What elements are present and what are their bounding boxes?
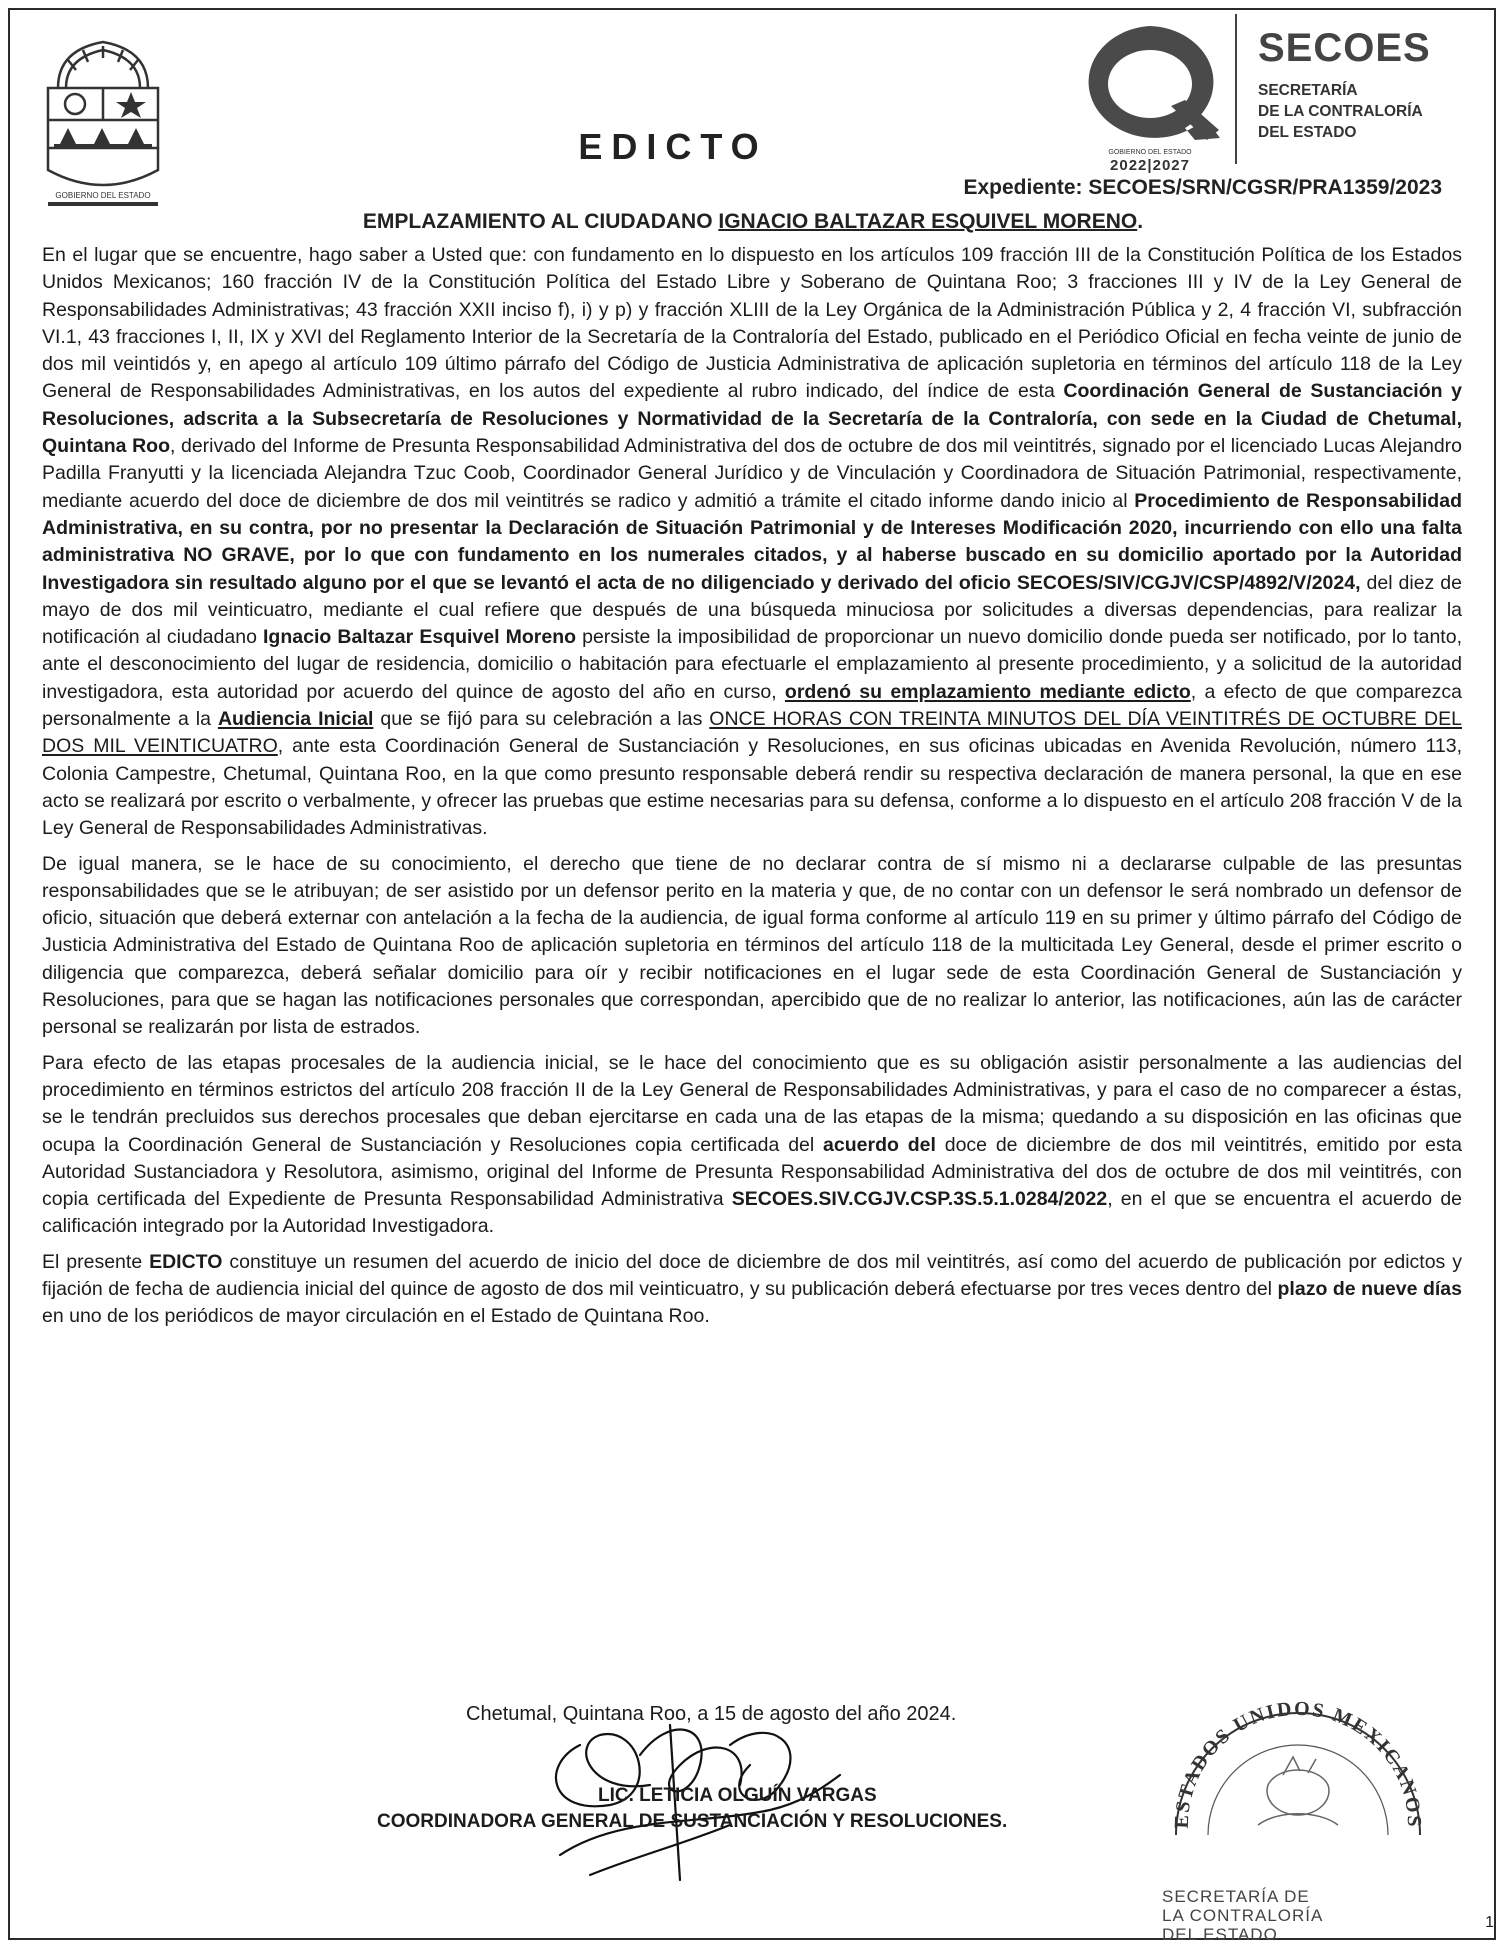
p3-text: doce de diciembre de dos mil veintitrés, emitido por esta Autoridad Sustanciadora y Resolutora, asimismo, original del Informe de Presunta Responsabilidad Administrativa del dos de octubre de dos mil veintitrés, con copia certificada del Expediente de Presunta Responsabilidad Administrativa bbox=[42, 1133, 1463, 1211]
signer-name: LIC. LETICIA OLGUÍN VARGAS bbox=[598, 1785, 877, 1806]
q-logo-caption: GOBIERNO DEL ESTADO bbox=[1108, 149, 1192, 156]
p4-text: en uno de los periódicos de mayor circulación en el Estado de Quintana Roo. bbox=[42, 1305, 710, 1328]
p4-text: El presente bbox=[42, 1250, 150, 1273]
p1-bold: Ignacio Baltazar Esquivel Moreno bbox=[263, 626, 577, 649]
document-body bbox=[42, 242, 1462, 1331]
p1-text: del diez de mayo de dos mil veinticuatro, mediante el cual refiere que después de una búsqueda minuciosa por solicitudes a diversas dependencias, para realizar la notificación al ciudadano bbox=[42, 571, 1462, 649]
secoes-sub-line-3: DEL ESTADO bbox=[1258, 124, 1357, 141]
place-date: Chetumal, Quintana Roo, a 15 de agosto del año 2024. bbox=[466, 1703, 957, 1725]
p1-text: , derivado del Informe de Presunta Responsabilidad Administrativa del dos de octubre de dos mil veintitrés, signado por el licenciado Lucas Alejandro Padilla Franyutti y la licenciada Alejandra Tzuc Coob, Coordinador General Jurídico y de Vinculación y Coordinadora de Situación Patrimonial, respectivamente, mediante acuerdo del doce de diciembre de dos mil veintitrés se radico y admitió a trámite el citado informe dando inicio al bbox=[42, 435, 1462, 512]
seal-note bbox=[1162, 1887, 1323, 1944]
paragraph-4 bbox=[42, 1249, 1462, 1331]
citizen-name: IGNACIO BALTAZAR ESQUIVEL MORENO bbox=[718, 210, 1138, 233]
secoes-name: SECOES bbox=[1258, 26, 1431, 70]
q-logo-years: 2022|2027 bbox=[1110, 157, 1190, 174]
document-title: EDICTO bbox=[578, 126, 768, 167]
state-shield-logo bbox=[38, 20, 168, 210]
p3-text: , en el que se encuentra el acuerdo de calificación integrado por la Autoridad Investigadora. bbox=[42, 1188, 1463, 1238]
p1-text: que se fijó para su celebración a las bbox=[373, 708, 710, 731]
p4-bold: plazo de nueve días bbox=[1277, 1277, 1462, 1300]
shield-label: GOBIERNO DEL ESTADO bbox=[55, 191, 151, 200]
seal-note-line-1: SECRETARÍA DE bbox=[1162, 1887, 1310, 1906]
p1-text: , a efecto de que comparezca personalmente a la bbox=[42, 680, 1462, 731]
emplazamiento-suffix: . bbox=[1137, 210, 1144, 233]
p4-text: constituye un resumen del acuerdo de inicio del doce de diciembre de dos mil veintitrés, así como del acuerdo de publicación por edictos y fijación de fecha de audiencia inicial del quince de agosto de dos mil veinticuatro, y su publicación deberá efectuarse por tres veces dentro del bbox=[42, 1250, 1462, 1300]
emplazamiento-heading bbox=[0, 210, 1506, 234]
p1-text: , ante esta Coordinación General de Sustanciación y Resoluciones, en sus oficinas ubicadas en Avenida Revolución, número 113, Colonia Campestre, Chetumal, Quintana Roo, en la que como presunto responsable deberá rendir su respectiva declaración de manera personal, la que en ese acto se realizará por escrito o verbalmente, y ofrecer las pruebas que estime necesarias para su defensa, conforme a lo dispuesto en el artículo 208 fracción V de la Ley General de Responsabilidades Administrativas. bbox=[42, 735, 1462, 840]
expediente-number: Expediente: SECOES/SRN/CGSR/PRA1359/2023 bbox=[963, 176, 1442, 199]
svg-text:ESTADOS UNIDOS MEXICANOS bbox=[1171, 1698, 1425, 1829]
secoes-sub-line-2: DE LA CONTRALORÍA bbox=[1258, 103, 1423, 120]
p4-bold: EDICTO bbox=[149, 1250, 223, 1273]
p1-bold-underline: Audiencia Inicial bbox=[217, 708, 374, 731]
p1-bold-underline: ordenó su emplazamiento mediante edicto bbox=[784, 680, 1191, 703]
p3-text: Para efecto de las etapas procesales de la audiencia inicial, se le hace del conocimiento que es su obligación asistir personalmente a las audiencias del procedimiento en términos estrictos del artículo 208 fracción II de la Ley General de Responsabilidades Administrativas, y para el caso de no comparecer a éstas, se le tendrán precluidos sus derechos procesales que deban ejercitarse en cada una de las etapas de la misma; quedando a su disposición en las oficinas que ocupa la Coordinación General de Sustanciación y Resoluciones copia certificada del bbox=[42, 1051, 1462, 1156]
official-seal bbox=[1158, 1675, 1438, 1875]
p1-underline: ONCE HORAS CON TREINTA MINUTOS DEL DÍA VEINTITRÉS DE OCTUBRE DEL DOS MIL VEINTICUATRO bbox=[42, 708, 1462, 758]
seal-ring-text: ESTADOS UNIDOS MEXICANOS bbox=[1170, 1697, 1426, 1829]
p3-bold: acuerdo del bbox=[823, 1133, 936, 1156]
secoes-sub-line-1: SECRETARÍA bbox=[1258, 82, 1358, 99]
seal-note-line-3: DEL ESTADO bbox=[1162, 1925, 1278, 1944]
p3-bold: SECOES.SIV.CGJV.CSP.3S.5.1.0284/2022 bbox=[731, 1188, 1108, 1211]
signer-role: COORDINADORA GENERAL DE SUSTANCIACIÓN Y RESOLUCIONES. bbox=[377, 1811, 1008, 1832]
p1-bold: Procedimiento de Responsabilidad Administrativa, en su contra, por no presentar la Declaración de Situación Patrimonial y de Intereses Modificación 2020, incurriendo con ello una falta administrativa NO GRAVE, por lo que con fundamento en los numerales citados, y al haberse buscado en su domicilio aportado por la Autoridad Investigadora sin resultado alguno por el que se levantó el acta de no diligenciado y derivado del oficio SECOES/SIV/CGJV/CSP/4892/V/2024, bbox=[42, 489, 1462, 594]
paragraph-2: De igual manera, se le hace de su conocimiento, el derecho que tiene de no declarar contra de sí mismo ni a declararse culpable de las presuntas responsabilidades que se le atribuyan; de ser asistido por un defensor perito en la materia y que, de no contar con un defensor le será nombrado un defensor de oficio, situación que deberá externar con antelación a la fecha de la audiencia, de igual forma conforme al artículo 119 en su primer y último párrafo del Código de Justicia Administrativa del Estado de Quintana Roo de aplicación supletoria en términos del artículo 118 de la multicitada Ley General, desde el primer escrito o diligencia que comparezca, deberá señalar domicilio para oír y recibir notificaciones en el lugar sede de esta Coordinación General de Sustanciación y Resoluciones, para que se hagan las notificaciones personales que correspondan, apercibido que de no realizar lo anterior, las notificaciones, aún las de carácter personal se realizarán por lista de estrados. bbox=[42, 852, 1462, 1039]
p1-text: En el lugar que se encuentre, hago saber a Usted que: con fundamento en lo dispuesto en los artículos 109 fracción III de la Constitución Política de los Estados Unidos Mexicanos; 160 fracción IV de la Constitución Política del Estado Libre y Soberano de Quintana Roo; 3 fracciones III y IV de la Ley General de Responsabilidades Administrativas; 43 fracción XXII inciso f), i) y p) y fracción XLIII de la Ley Orgánica de la Administración Pública y 2, 4 fracción VI, subfracción VI.1, 43 fracciones I, II, IX y XVI del Reglamento Interior de la Secretaría de la Contraloría del Estado, publicado en el Periódico Oficial en fecha veinte de junio de dos mil veintidós y, en apego al artículo 109 último párrafo del Código de Justicia Administrativa de aplicación supletoria en términos del artículo 118 de la Ley General de Responsabilidades Administrativas, en los autos del expediente al rubro indicado, del índice de esta bbox=[42, 244, 1462, 403]
emplazamiento-prefix: EMPLAZAMIENTO AL CIUDADANO bbox=[362, 210, 719, 233]
page-number: 1 bbox=[1485, 1914, 1494, 1931]
paragraph-1 bbox=[42, 242, 1462, 843]
p1-text: persiste la imposibilidad de proporcionar un nuevo domicilio donde pueda ser notificado, por lo tanto, ante el desconocimiento del lugar de residencia, domicilio o habitación para efectuarle el emplazamiento al presente procedimiento, y a solicitud de la autoridad investigadora, esta autoridad por acuerdo del quince de agosto del año en curso, bbox=[42, 626, 1462, 703]
seal-note-line-2: LA CONTRALORÍA bbox=[1162, 1906, 1324, 1925]
p1-bold: Coordinación General de Sustanciación y Resoluciones, adscrita a la Subsecretaría de Resoluciones y Normatividad de la Secretaría de la Contraloría, con sede en la Ciudad de Chetumal, Quintana Roo bbox=[42, 380, 1462, 458]
paragraph-3 bbox=[42, 1050, 1462, 1241]
